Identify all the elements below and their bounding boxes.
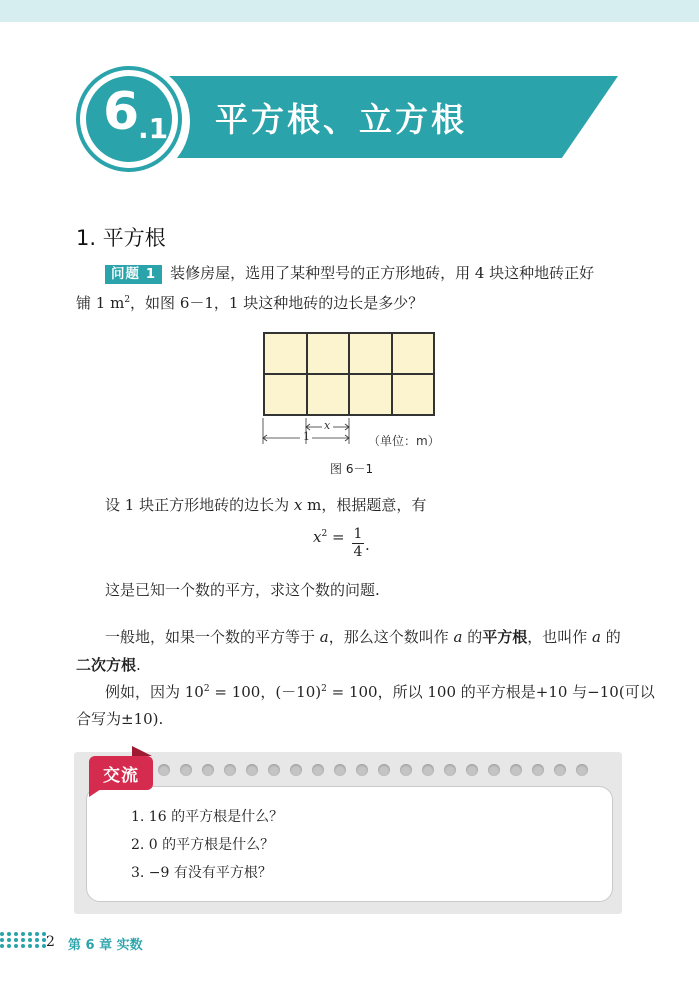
- setup-line: [105, 492, 645, 519]
- example-text: = 100，(－10): [209, 683, 322, 701]
- binding-hole: [466, 764, 478, 776]
- binding-hole: [246, 764, 258, 776]
- example-text: = 100，所以 100 的平方根是+10 与−10(可以: [326, 683, 655, 701]
- equation-period: .: [365, 536, 370, 554]
- binding-hole: [224, 764, 236, 776]
- figure-caption: 图 6－1: [330, 462, 374, 476]
- problem-text-2b: ，如图 6－1，1 块这种地砖的边长是多少？: [130, 294, 424, 312]
- superscript: 2: [124, 295, 131, 305]
- equation: [313, 528, 345, 546]
- chapter-number: 6: [103, 82, 140, 142]
- fraction-denominator: 4: [353, 544, 363, 560]
- problem-text-2a: 铺 1 m: [76, 294, 125, 312]
- example-text: 例如，因为 10: [105, 683, 204, 701]
- problem-line-2: [76, 290, 646, 317]
- footer-dot-pattern: [0, 932, 47, 948]
- equation-exponent: 2: [321, 529, 328, 539]
- binding-hole: [510, 764, 522, 776]
- binding-hole: [400, 764, 412, 776]
- variable-a: a: [319, 628, 329, 646]
- tile-grid-figure: [263, 332, 435, 416]
- binding-hole: [334, 764, 346, 776]
- problem-tag: 问题 1: [105, 265, 162, 284]
- binding-hole: [422, 764, 434, 776]
- equation-variable: x: [313, 528, 322, 546]
- tile: [349, 374, 392, 415]
- variable-a: a: [453, 628, 463, 646]
- chapter-sub-number: .1: [138, 112, 169, 145]
- fraction-numerator: 1: [353, 526, 363, 542]
- tile: [307, 333, 350, 374]
- definition-text: 的: [601, 628, 621, 646]
- discussion-question: 2. 0 的平方根是什么？: [131, 837, 275, 853]
- definition-line-2: [76, 652, 646, 679]
- binding-hole: [312, 764, 324, 776]
- tile: [349, 333, 392, 374]
- definition-text: ，那么这个数叫作: [328, 628, 454, 646]
- tile: [307, 374, 350, 415]
- binding-hole: [356, 764, 368, 776]
- binding-hole: [554, 764, 566, 776]
- discussion-tag-tail: [89, 789, 101, 797]
- tile: [392, 333, 435, 374]
- superscript: 2: [203, 684, 210, 694]
- chapter-title: 平方根、立方根: [215, 100, 467, 139]
- dimension-one-label: 1: [303, 430, 310, 443]
- discussion-tag: 交流: [89, 756, 153, 790]
- definition-text: 一般地，如果一个数的平方等于: [105, 628, 320, 646]
- binding-hole: [268, 764, 280, 776]
- definition-text: ，也叫作: [527, 628, 593, 646]
- variable-a: a: [592, 628, 601, 646]
- note-text: 这是已知一个数的平方，求这个数的问题.: [105, 581, 380, 599]
- dimension-x-label: x: [324, 419, 331, 432]
- superscript: 2: [321, 684, 327, 694]
- binding-hole: [576, 764, 588, 776]
- tile: [392, 374, 435, 415]
- page-number: 2: [46, 934, 55, 950]
- unit-label: （单位：m）: [368, 434, 440, 448]
- tile: [264, 374, 307, 415]
- binding-hole: [290, 764, 302, 776]
- problem-text-1: 装修房屋，选用了某种型号的正方形地砖，用 4 块这种地砖正好: [170, 264, 595, 282]
- binding-hole: [202, 764, 214, 776]
- term-second-root: 二次方根: [76, 656, 137, 674]
- tile: [264, 333, 307, 374]
- example-line-1: [105, 679, 665, 706]
- binding-hole: [444, 764, 456, 776]
- section-heading: 1. 平方根: [76, 226, 166, 250]
- example-line-2: 合写为±10).: [76, 710, 164, 728]
- binding-hole: [158, 764, 170, 776]
- binding-holes: [158, 764, 588, 776]
- binding-hole: [378, 764, 390, 776]
- top-color-band: [0, 0, 699, 22]
- problem-line-1: [105, 260, 645, 287]
- binding-hole: [488, 764, 500, 776]
- setup-text-a: 设 1 块正方形地砖的边长为: [105, 496, 294, 514]
- binding-hole: [180, 764, 192, 776]
- equals-sign: =: [327, 528, 345, 546]
- discussion-tag-fold: [132, 746, 152, 756]
- variable-x: x: [293, 496, 303, 514]
- footer-chapter-label: 第 6 章 实数: [68, 938, 143, 953]
- fraction: [352, 526, 364, 561]
- term-square-root: 平方根: [482, 628, 528, 646]
- discussion-question: 1. 16 的平方根是什么？: [131, 809, 284, 825]
- definition-text: 的: [462, 628, 483, 646]
- definition-line-1: [105, 624, 645, 651]
- discussion-question: 3. −9 有没有平方根？: [131, 865, 272, 881]
- setup-text-b: m，根据题意，有: [302, 496, 427, 514]
- definition-text: .: [136, 656, 141, 674]
- binding-hole: [532, 764, 544, 776]
